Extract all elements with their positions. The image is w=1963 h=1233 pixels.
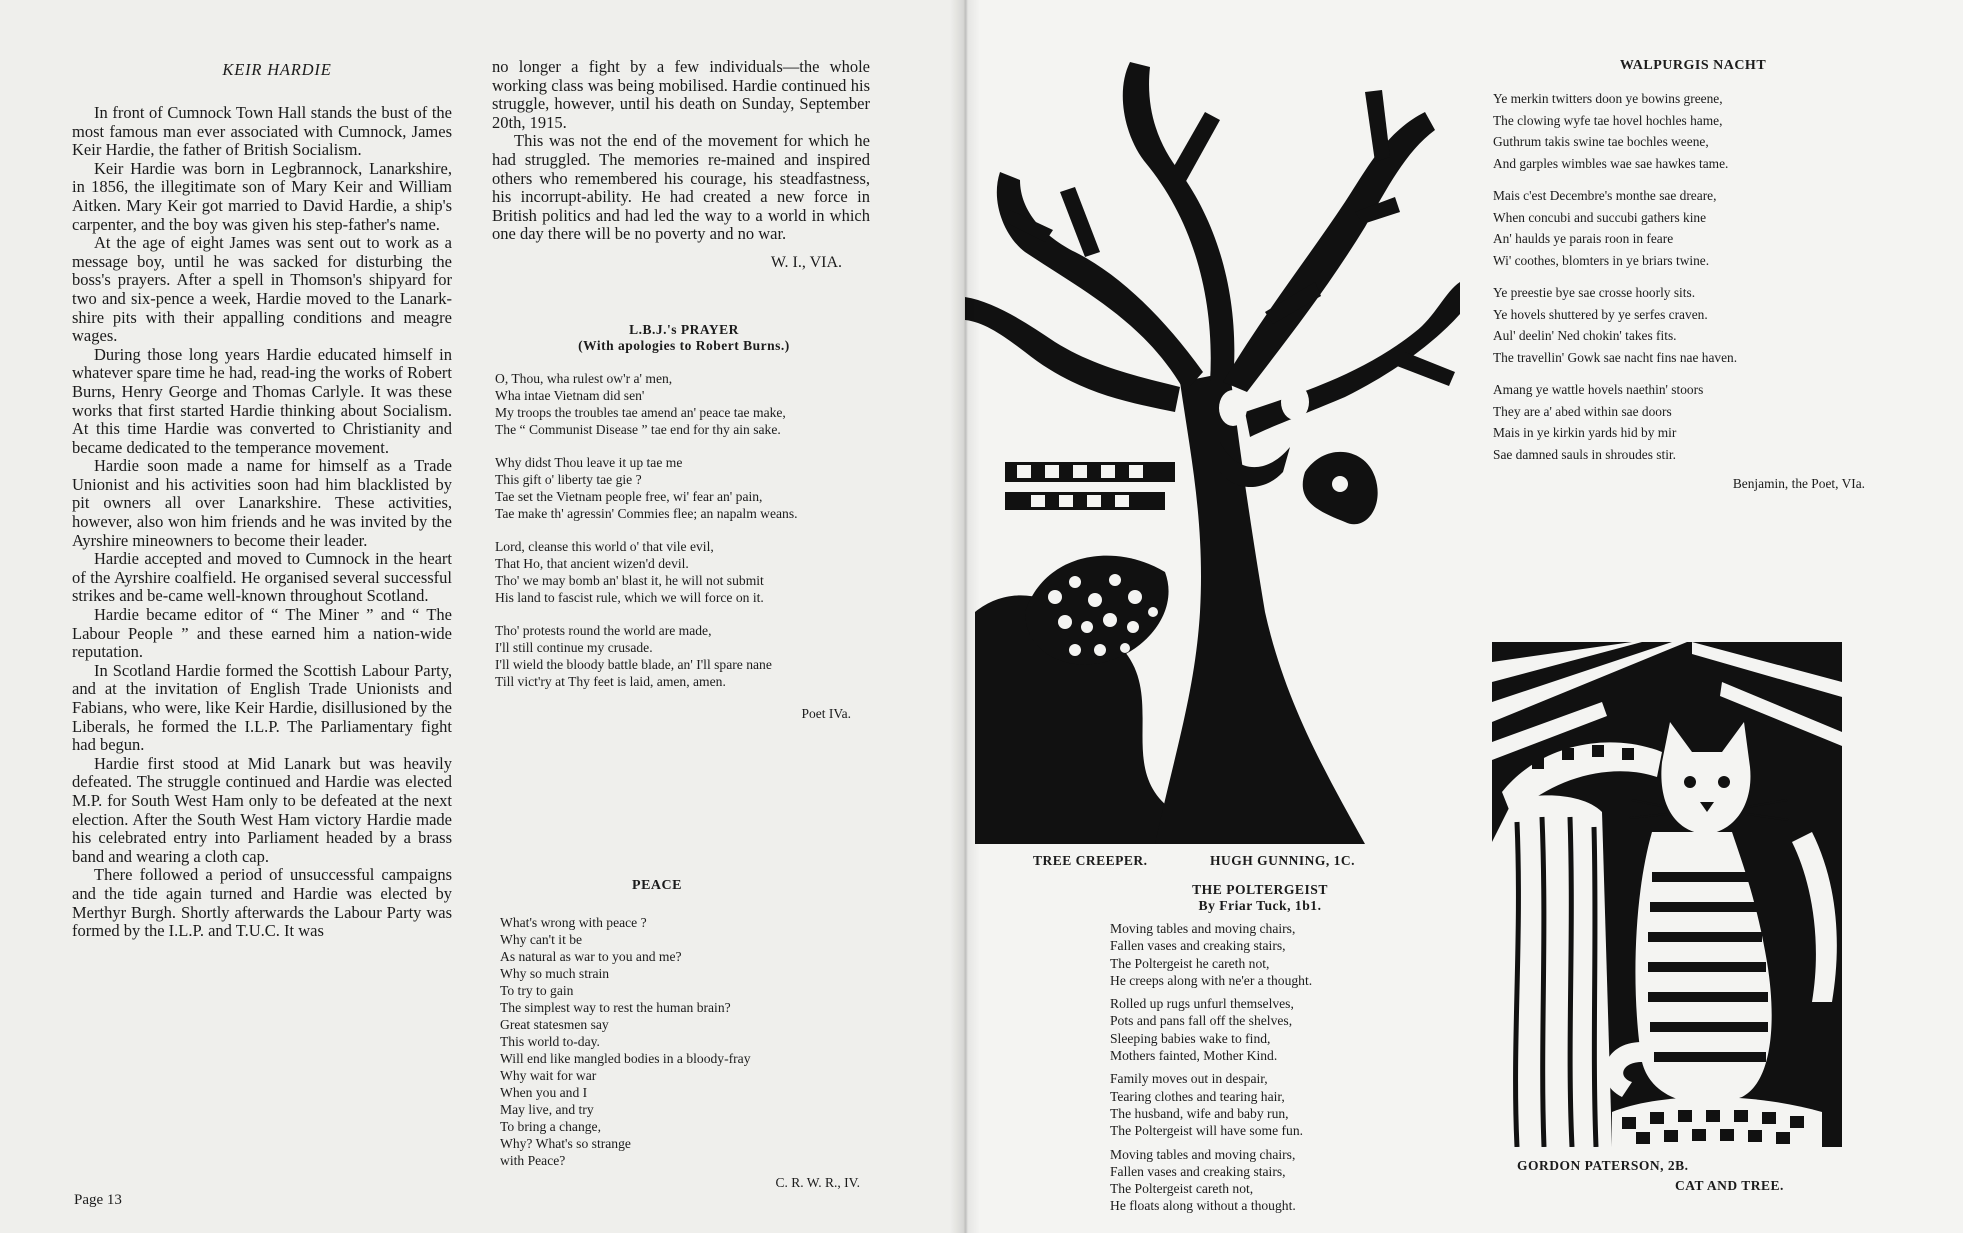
- poem-line: Wi' coothes, blomters in ye briars twine.: [1493, 252, 1710, 268]
- poem-line: Great statesmen say: [500, 1017, 609, 1032]
- stanza: [1110, 920, 1410, 989]
- poem-line: Ye preestie bye sae crosse hoorly sits.: [1493, 285, 1696, 300]
- poltergeist-poem: [1110, 882, 1410, 1221]
- article-signature: W. I., VIA.: [770, 253, 842, 271]
- poem-line: Fallen vases and creaking stairs,: [1110, 1163, 1286, 1179]
- poem-stanzas: [1110, 920, 1410, 1215]
- poem-line: May live, and try: [500, 1102, 594, 1117]
- poem-line: The Poltergeist will have some fun.: [1110, 1123, 1304, 1139]
- poem-stanzas: [495, 370, 873, 690]
- poem-line: Lord, cleanse this world o' that vile evil,: [495, 539, 714, 554]
- stanza: [1493, 88, 1893, 174]
- keir-hardie-continued: [492, 58, 870, 272]
- stanza: [495, 454, 873, 522]
- poem-subtitle: (With apologies to Robert Burns.): [578, 338, 790, 353]
- poem-line: I'll wield the bloody battle blade, an' I'll spare nane: [495, 657, 772, 672]
- poem-signature: Poet IVa.: [801, 706, 851, 721]
- poem-line: The husband, wife and baby run,: [1110, 1105, 1289, 1121]
- stanza: [1110, 995, 1410, 1064]
- paragraph: no longer a fight by a few individuals—the whole working class was being mobilised. Hardie continued his struggle, however, until his death on Sunday, September 20th, 1915.: [492, 57, 870, 132]
- poem-lines: [500, 914, 872, 1169]
- tree-creeper-illustration: [965, 52, 1460, 844]
- stanza: [1110, 1146, 1410, 1215]
- poem-line: O, Thou, wha rulest ow'r a' men,: [495, 371, 673, 386]
- poem-line: Mais in ye kirkin yards hid by mir: [1493, 425, 1677, 440]
- poem-signature: C. R. W. R., IV.: [775, 1175, 860, 1190]
- poem-line: He creeps along with ne'er a thought.: [1110, 972, 1313, 988]
- paragraph: Keir Hardie was born in Legbrannock, Lanarkshire, in 1856, the illegitimate son of Mary Keir and William Aitken. Mary Keir got married to David Hardie, a ship's carpenter, and the boy was given his step-father's name.: [72, 158, 452, 234]
- poem-line: And garples wimbles wae sae hawkes tame.: [1493, 155, 1729, 171]
- tree-creeper-artwork: [965, 52, 1460, 844]
- poem-line: That Ho, that ancient wizen'd devil.: [495, 556, 689, 571]
- cat-and-tree-artwork: [1492, 642, 1842, 1147]
- poem-line: Moving tables and moving chairs,: [1110, 1146, 1296, 1162]
- page-number: Page 13: [74, 1192, 122, 1208]
- stanza: [1110, 1070, 1410, 1139]
- poem-line: To bring a change,: [500, 1119, 601, 1134]
- poem-line: Tae make th' agressin' Commies flee; an napalm weans.: [495, 506, 798, 521]
- poem-line: Why wait for war: [500, 1068, 597, 1083]
- stanza: [1493, 379, 1893, 465]
- poem-line: Why? What's so strange: [500, 1136, 631, 1151]
- poem-line: Moving tables and moving chairs,: [1110, 921, 1296, 936]
- poem-line: Why didst Thou leave it up tae me: [495, 455, 683, 470]
- poem-line: They are a' abed within sae doors: [1493, 403, 1672, 419]
- poem-line: An' haulds ye parais roon in feare: [1493, 231, 1674, 246]
- paragraph: Hardie first stood at Mid Lanark but was heavily defeated. The struggle continued and Hardie was elected M.P. for South West Ham only to be defeated at the next election. After the South West Ham victory Hardie made his celebrated entry into Parliament headed by a brass band and wearing a cloth cap.: [72, 753, 452, 866]
- poem-line: When you and I: [500, 1085, 588, 1100]
- tree-creeper-caption-artist: HUGH GUNNING, 1C.: [1210, 853, 1356, 868]
- poem-line: Sleeping babies wake to find,: [1110, 1030, 1271, 1046]
- poem-line: The clowing wyfe tae hovel hochles hame,: [1493, 112, 1723, 128]
- paragraph: In front of Cumnock Town Hall stands the bust of the most famous man ever associated with Cumnock, James Keir Hardie, the father of British Socialism.: [72, 103, 452, 160]
- poem-stanzas: [1493, 88, 1893, 465]
- poem-line: Tearing clothes and tearing hair,: [1110, 1088, 1285, 1104]
- keir-hardie-article: [72, 60, 452, 941]
- paragraph: Hardie accepted and moved to Cumnock in the heart of the Ayrshire coalfield. He organised several successful strikes and be-came well-known throughout Scotland.: [72, 549, 452, 606]
- poem-line: Why so much strain: [500, 966, 610, 981]
- poem-line: Mothers fainted, Mother Kind.: [1110, 1048, 1278, 1064]
- poem-line: Amang ye wattle hovels naethin' stoors: [1493, 382, 1704, 397]
- book-spine-shadow: [950, 0, 980, 1233]
- poem-line: The travellin' Gowk sae nacht fins nae haven.: [1493, 349, 1738, 365]
- article-title: KEIR HARDIE: [222, 60, 332, 79]
- walpurgis-nacht-poem: [1493, 58, 1893, 492]
- paragraph: There followed a period of unsuccessful campaigns and the tide again turned and Hardie was elected by Merthyr Burgh. Shortly afterwards the Labour Party was formed by the I.L.P. and T.U.C. It was: [72, 865, 452, 941]
- poem-line: The “ Communist Disease ” tae end for thy ain sake.: [495, 422, 781, 437]
- cat-and-tree-caption-artist: GORDON PATERSON, 2B.: [1517, 1158, 1689, 1173]
- poem-line: This gift o' liberty tae gie ?: [495, 472, 642, 487]
- poem-line: The simplest way to rest the human brain?: [500, 1000, 731, 1015]
- poem-line: Tho' protests round the world are made,: [495, 623, 712, 638]
- poem-line: Sae damned sauls in shroudes stir.: [1493, 446, 1676, 462]
- poem-line: The Poltergeist he careth not,: [1110, 955, 1270, 971]
- poem-line: Ye hovels shuttered by ye serfes craven.: [1493, 306, 1708, 322]
- poem-line: What's wrong with peace ?: [500, 915, 647, 930]
- paragraph: This was not the end of the movement for which he had struggled. The memories re-mained and inspired others who remembered his courage, his steadfastness, his incorrupt-ability. He had created a new force in British politics and had led the way to a world in which one day there will be no poverty and no war.: [492, 131, 870, 244]
- peace-poem: [500, 878, 872, 1191]
- poem-line: Family moves out in despair,: [1110, 1071, 1268, 1087]
- poem-line: As natural as war to you and me?: [500, 949, 682, 964]
- poem-line: Rolled up rugs unfurl themselves,: [1110, 996, 1294, 1012]
- poem-line: Till vict'ry at Thy feet is laid, amen, amen.: [495, 674, 726, 689]
- stanza: [1493, 185, 1893, 271]
- poem-line: Will end like mangled bodies in a bloody-fray: [500, 1051, 751, 1066]
- poem-line: Guthrum takis swine tae bochles weene,: [1493, 134, 1709, 149]
- poem-line: with Peace?: [500, 1153, 566, 1168]
- paragraph: Hardie soon made a name for himself as a Trade Unionist and his activities soon had him blacklisted by pit owners all over Lanarkshire. These activities, however, also won him friends and he was invited by the Ayrshire mineowners to become their leader.: [72, 456, 452, 550]
- cat-and-tree-illustration: [1492, 642, 1842, 1147]
- paragraph: Hardie became editor of “ The Miner ” and “ The Labour People ” and these earned him a nation-wide reputation.: [72, 605, 452, 662]
- stanza: [495, 538, 873, 606]
- left-page: [0, 0, 965, 1233]
- stanza: [495, 622, 873, 690]
- poem-title: L.B.J.'s PRAYER: [629, 322, 739, 337]
- poem-line: Tae set the Vietnam people free, wi' fear an' pain,: [495, 489, 763, 504]
- paragraph: In Scotland Hardie formed the Scottish Labour Party, and at the invitation of English Trade Unionists and Fabians, who were, like Keir Hardie, disillusioned by the Liberals, he formed the I.L.P. The Parliamentary fight had begun.: [72, 660, 452, 755]
- poem-line: Tho' we may bomb an' blast it, he will not submit: [495, 573, 764, 588]
- lbj-prayer-poem: [495, 322, 873, 722]
- poem-line: His land to fascist rule, which we will force on it.: [495, 590, 764, 605]
- poem-title: WALPURGIS NACHT: [1619, 58, 1767, 73]
- poem-title: THE POLTERGEIST: [1192, 882, 1328, 897]
- poem-line: Aul' deelin' Ned chokin' takes fits.: [1493, 328, 1677, 343]
- poem-byline: By Friar Tuck, 1b1.: [1198, 898, 1322, 913]
- poem-line: Wha intae Vietnam did sen': [495, 388, 645, 403]
- stanza: [495, 370, 873, 438]
- poem-line: The Poltergeist careth not,: [1110, 1181, 1254, 1197]
- poem-line: He floats along without a thought.: [1110, 1198, 1296, 1214]
- poem-line: Why can't it be: [500, 932, 583, 947]
- poem-title: PEACE: [632, 878, 682, 893]
- poem-line: This world to-day.: [500, 1034, 600, 1049]
- poem-line: Pots and pans fall off the shelves,: [1110, 1013, 1293, 1029]
- poem-line: Mais c'est Decembre's monthe sae dreare,: [1493, 188, 1717, 203]
- tree-creeper-caption-title: TREE CREEPER.: [1033, 853, 1148, 868]
- poem-signature: Benjamin, the Poet, VIa.: [1732, 476, 1865, 491]
- poem-line: Ye merkin twitters doon ye bowins greene,: [1493, 91, 1723, 106]
- poem-line: To try to gain: [500, 983, 574, 998]
- stanza: [1493, 282, 1893, 368]
- paragraph: During those long years Hardie educated himself in whatever spare time he had, read-ing the works of Robert Burns, Henry George and Thomas Carlyle. It was these works that first started Hardie thinking about Socialism. At this time Hardie was converted to Christianity and became dedicated to the temperance movement.: [72, 344, 452, 457]
- right-page: [965, 0, 1963, 1233]
- poem-line: When concubi and succubi gathers kine: [1493, 209, 1707, 225]
- cat-and-tree-caption-title: CAT AND TREE.: [1675, 1178, 1784, 1193]
- poem-line: I'll still continue my crusade.: [495, 640, 653, 655]
- poem-line: Fallen vases and creaking stairs,: [1110, 938, 1286, 954]
- paragraph: At the age of eight James was sent out to work as a message boy, until he was sacked for disturbing the boss's prayers. After a spell in Thomson's shipyard for two and six-pence a week, Hardie moved to the Lanark-shire pits with their appalling conditions and meagre wages.: [72, 233, 452, 346]
- poem-line: My troops the troubles tae amend an' peace tae make,: [495, 405, 786, 420]
